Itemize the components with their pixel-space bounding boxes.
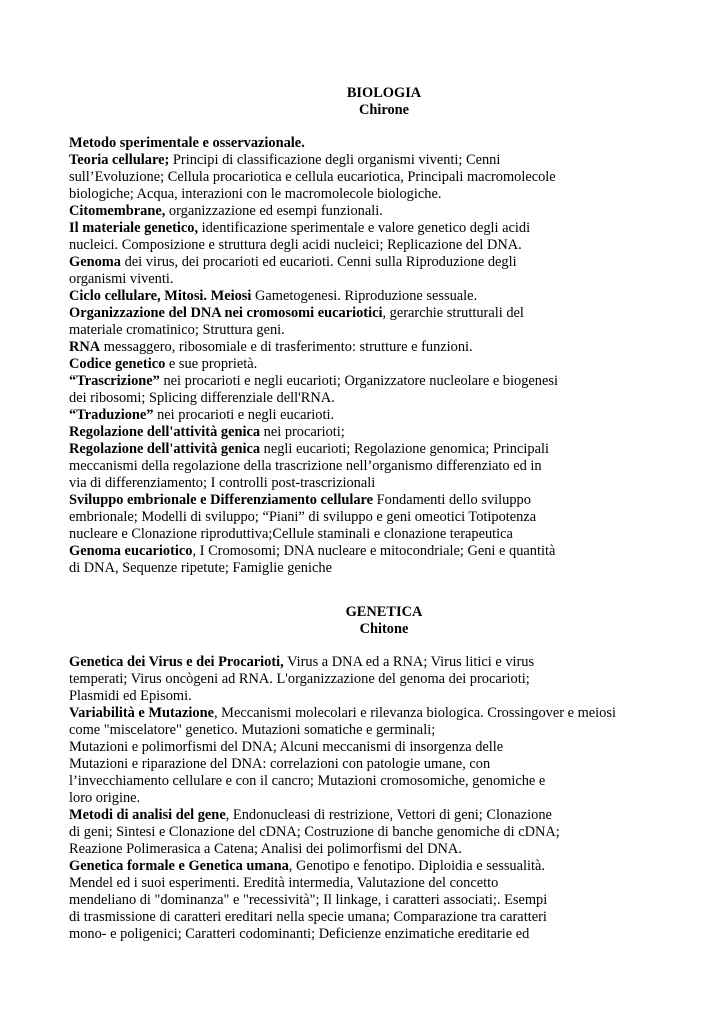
- text-line: [69, 169, 699, 186]
- text-line: [69, 356, 699, 373]
- section-heading: [69, 604, 699, 638]
- body-text: nucleici. Composizione e struttura degli acidi nucleici; Replicazione del DNA.: [69, 237, 522, 253]
- bold-term: Ciclo cellulare, Mitosi. Meiosi: [69, 288, 252, 304]
- bold-term: Il materiale genetico,: [69, 220, 199, 236]
- text-line: [69, 909, 699, 926]
- body-text: Mutazioni e riparazione del DNA: correlazioni con patologie umane, con: [69, 756, 491, 772]
- text-line: [69, 254, 699, 271]
- text-line: [69, 773, 699, 790]
- text-line: [69, 926, 699, 943]
- body-text: sull’Evoluzione; Cellula procariotica e cellula eucariotica, Principali macromolecole: [69, 169, 556, 185]
- section-title: BIOLOGIA: [346, 85, 422, 101]
- body-text: meccanismi della regolazione della trascrizione nell’organismo differenziato ed in: [69, 458, 542, 474]
- text-line: [69, 135, 699, 152]
- text-line: [69, 322, 699, 339]
- text-line: [69, 152, 699, 169]
- text-line: [69, 305, 699, 322]
- text-line: [69, 526, 699, 543]
- bold-term: Citomembrane,: [69, 203, 166, 219]
- bold-term: Metodi di analisi del gene: [69, 807, 226, 823]
- text-line: [69, 705, 699, 722]
- bold-term: Regolazione dell'attività genica: [69, 424, 261, 440]
- body-text: organizzazione ed esempi funzionali.: [165, 203, 383, 219]
- text-line: [69, 373, 699, 390]
- body-text: nei procarioti e negli eucarioti; Organizzatore nucleolare e biogenesi: [159, 373, 558, 389]
- text-line: [69, 237, 699, 254]
- body-text: messaggero, ribosomiale e di trasferimento: strutture e funzioni.: [100, 339, 473, 355]
- text-line: [69, 671, 699, 688]
- body-text: Mendel ed i suoi esperimenti. Eredità intermedia, Valutazione del concetto: [69, 875, 499, 891]
- body-text: , I Cromosomi; DNA nucleare e mitocondriale; Geni e quantità: [192, 543, 556, 559]
- text-line: [69, 186, 699, 203]
- text-line: [69, 841, 699, 858]
- bold-term: “Trascrizione”: [69, 373, 160, 389]
- body-text: , Meccanismi molecolari e rilevanza biologica. Crossingover e meiosi: [213, 705, 616, 721]
- text-line: [69, 509, 699, 526]
- body-text: l’invecchiamento cellulare e con il cancro; Mutazioni cromosomiche, genomiche e: [69, 773, 546, 789]
- body-text: mono- e poligenici; Caratteri codominanti; Deficienze enzimatiche ereditarie ed: [69, 926, 530, 942]
- bold-term: Teoria cellulare;: [69, 152, 170, 168]
- body-text: nei procarioti e negli eucarioti.: [153, 407, 335, 423]
- bold-term: Codice genetico: [69, 356, 166, 372]
- text-line: [69, 756, 699, 773]
- bold-term: Organizzazione del DNA nei cromosomi eucariotici: [69, 305, 383, 321]
- text-line: [69, 271, 699, 288]
- section-body: [69, 654, 699, 943]
- section-subtitle: Chitone: [359, 621, 409, 637]
- body-text: di trasmissione di caratteri ereditari nella specie umana; Comparazione tra caratteri: [69, 909, 547, 925]
- body-text: negli eucarioti; Regolazione genomica; Principali: [260, 441, 549, 457]
- body-text: di geni; Sintesi e Clonazione del cDNA; Costruzione di banche genomiche di cDNA;: [69, 824, 560, 840]
- body-text: Principi di classificazione degli organismi viventi; Cenni: [169, 152, 501, 168]
- body-text: Gametogenesi. Riproduzione sessuale.: [251, 288, 478, 304]
- text-line: [69, 424, 699, 441]
- section-subtitle: Chirone: [358, 102, 410, 118]
- bold-term: Variabilità e Mutazione: [69, 705, 214, 721]
- text-line: [69, 339, 699, 356]
- body-text: dei ribosomi; Splicing differenziale dell'RNA.: [69, 390, 335, 406]
- body-text: via di differenziamento; I controlli post-trascrizionali: [69, 475, 376, 491]
- text-line: [69, 288, 699, 305]
- text-line: [69, 824, 699, 841]
- section-title: GENETICA: [345, 604, 423, 620]
- text-line: [69, 390, 699, 407]
- body-text: e sue proprietà.: [165, 356, 258, 372]
- body-text: Virus a DNA ed a RNA; Virus litici e virus: [283, 654, 535, 670]
- section-biologia: [69, 85, 699, 577]
- bold-term: Genetica dei Virus e dei Procarioti,: [69, 654, 284, 670]
- body-text: Plasmidi ed Episomi.: [69, 688, 192, 704]
- text-line: [69, 875, 699, 892]
- body-text: nucleare e Clonazione riproduttiva;Cellule staminali e clonazione terapeutica: [69, 526, 513, 542]
- body-text: come "miscelatore" genetico. Mutazioni somatiche e germinali;: [69, 722, 436, 738]
- text-line: [69, 654, 699, 671]
- text-line: [69, 543, 699, 560]
- text-line: [69, 892, 699, 909]
- text-line: [69, 475, 699, 492]
- text-line: [69, 739, 699, 756]
- text-line: [69, 688, 699, 705]
- body-text: temperati; Virus oncògeni ad RNA. L'organizzazione del genoma dei procarioti;: [69, 671, 530, 687]
- text-line: [69, 441, 699, 458]
- body-text: nei procarioti;: [260, 424, 345, 440]
- bold-term: Genoma: [69, 254, 121, 270]
- text-line: [69, 560, 699, 577]
- body-text: dei virus, dei procarioti ed eucarioti. Cenni sulla Riproduzione degli: [120, 254, 517, 270]
- text-line: [69, 722, 699, 739]
- bold-term: Sviluppo embrionale e Differenziamento cellulare: [69, 492, 374, 508]
- body-text: mendeliano di "dominanza" e "recessività"; Il linkage, i caratteri associati;. Esempi: [69, 892, 548, 908]
- body-text: Reazione Polimerasica a Catena; Analisi dei polimorfismi del DNA.: [69, 841, 462, 857]
- body-text: loro origine.: [69, 790, 141, 806]
- body-text: , gerarchie strutturali del: [382, 305, 524, 321]
- body-text: , Genotipo e fenotipo. Diploidia e sessualità.: [288, 858, 545, 874]
- text-line: [69, 220, 699, 237]
- text-line: [69, 407, 699, 424]
- body-text: organismi viventi.: [69, 271, 174, 287]
- body-text: Fondamenti dello sviluppo: [373, 492, 531, 508]
- bold-term: Genoma eucariotico: [69, 543, 193, 559]
- bold-term: RNA: [69, 339, 101, 355]
- text-line: [69, 858, 699, 875]
- text-line: [69, 492, 699, 509]
- section-heading: [69, 85, 699, 119]
- bold-term: Regolazione dell'attività genica: [69, 441, 261, 457]
- bold-term: Metodo sperimentale e osservazionale.: [69, 135, 305, 151]
- bold-term: “Traduzione”: [69, 407, 154, 423]
- body-text: biologiche; Acqua, interazioni con le macromolecole biologiche.: [69, 186, 442, 202]
- bold-term: Genetica formale e Genetica umana: [69, 858, 289, 874]
- text-line: [69, 790, 699, 807]
- text-line: [69, 203, 699, 220]
- body-text: di DNA, Sequenze ripetute; Famiglie geniche: [69, 560, 332, 576]
- text-line: [69, 807, 699, 824]
- text-line: [69, 458, 699, 475]
- body-text: , Endonucleasi di restrizione, Vettori di geni; Clonazione: [225, 807, 552, 823]
- section-body: [69, 135, 699, 577]
- body-text: Mutazioni e polimorfismi del DNA; Alcuni meccanismi di insorgenza delle: [69, 739, 504, 755]
- body-text: materiale cromatinico; Struttura geni.: [69, 322, 285, 338]
- body-text: identificazione sperimentale e valore genetico degli acidi: [198, 220, 531, 236]
- section-genetica: [69, 604, 699, 943]
- body-text: embrionale; Modelli di sviluppo; “Piani” di sviluppo e geni omeotici Totipotenza: [69, 509, 537, 525]
